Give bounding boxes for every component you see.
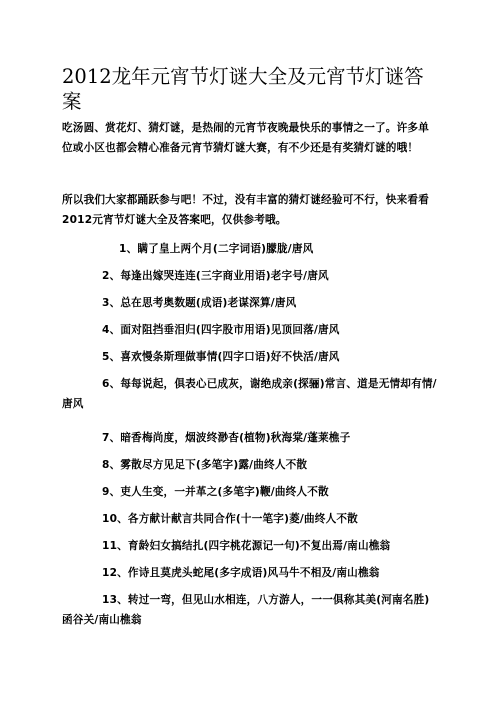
- riddle-item-10: 10、各方献计献言共同合作(十一笔字)菱/曲终人不散: [102, 513, 358, 525]
- riddle-item-9: 9、吏人生变，一并革之(多笔字)鞭/曲终人不散: [102, 486, 329, 498]
- riddle-item-11: 11、育龄妇女搞结扎(四字桃花源记一句)不复出焉/南山樵翁: [102, 540, 391, 552]
- riddle-item-13: 13、转过一弯，但见山水相连，八方游人，一一俱称其美(河南名胜)函谷关/南山樵翁: [62, 594, 430, 626]
- riddle-item-4: 4、面对阻挡垂泪归(四字股市用语)见顶回落/唐风: [102, 324, 340, 336]
- riddle-item-5: 5、喜欢慢条斯理做事情(四字口语)好不快活/唐风: [102, 351, 340, 363]
- riddle-item-12: 12、作诗且莫虎头蛇尾(多字成语)风马牛不相及/南山樵翁: [102, 567, 380, 579]
- riddle-item-2: 2、每逢出嫁哭连连(三字商业用语)老字号/唐风: [102, 270, 329, 282]
- riddle-item-8: 8、雾散尽方见足下(多笔字)露/曲终人不散: [102, 459, 308, 471]
- riddle-item-3: 3、总在思考奥数题(成语)老谋深算/唐风: [102, 297, 297, 309]
- riddle-item-1: 1、瞒了皇上两个月(二字词语)朦胧/唐风: [119, 243, 314, 255]
- intro-paragraph-1: 吃汤圆、赏花灯、猜灯谜，是热闹的元宵节夜晚最快乐的事情之一了。许多单位或小区也都会精心准备元宵节猜灯谜大赛，有不少还是有奖猜灯谜的哦！: [62, 122, 429, 154]
- page-title: 2012龙年元宵节灯谜大全及元宵节灯谜答案: [62, 65, 424, 113]
- riddle-item-6: 6、每每说起，俱表心已成灰，谢绝成亲(探骊)常言、道是无情却有情/唐风: [62, 378, 437, 410]
- intro-paragraph-2: 所以我们大家都踊跃参与吧！不过，没有丰富的猜灯谜经验可不行，快来看看2012元宵节灯谜大全及答案吧，仅供参考哦。: [62, 194, 429, 226]
- riddle-item-7: 7、暗香梅尚度，烟波终渺杳(植物)秋海棠/蓬莱樵子: [102, 432, 351, 444]
